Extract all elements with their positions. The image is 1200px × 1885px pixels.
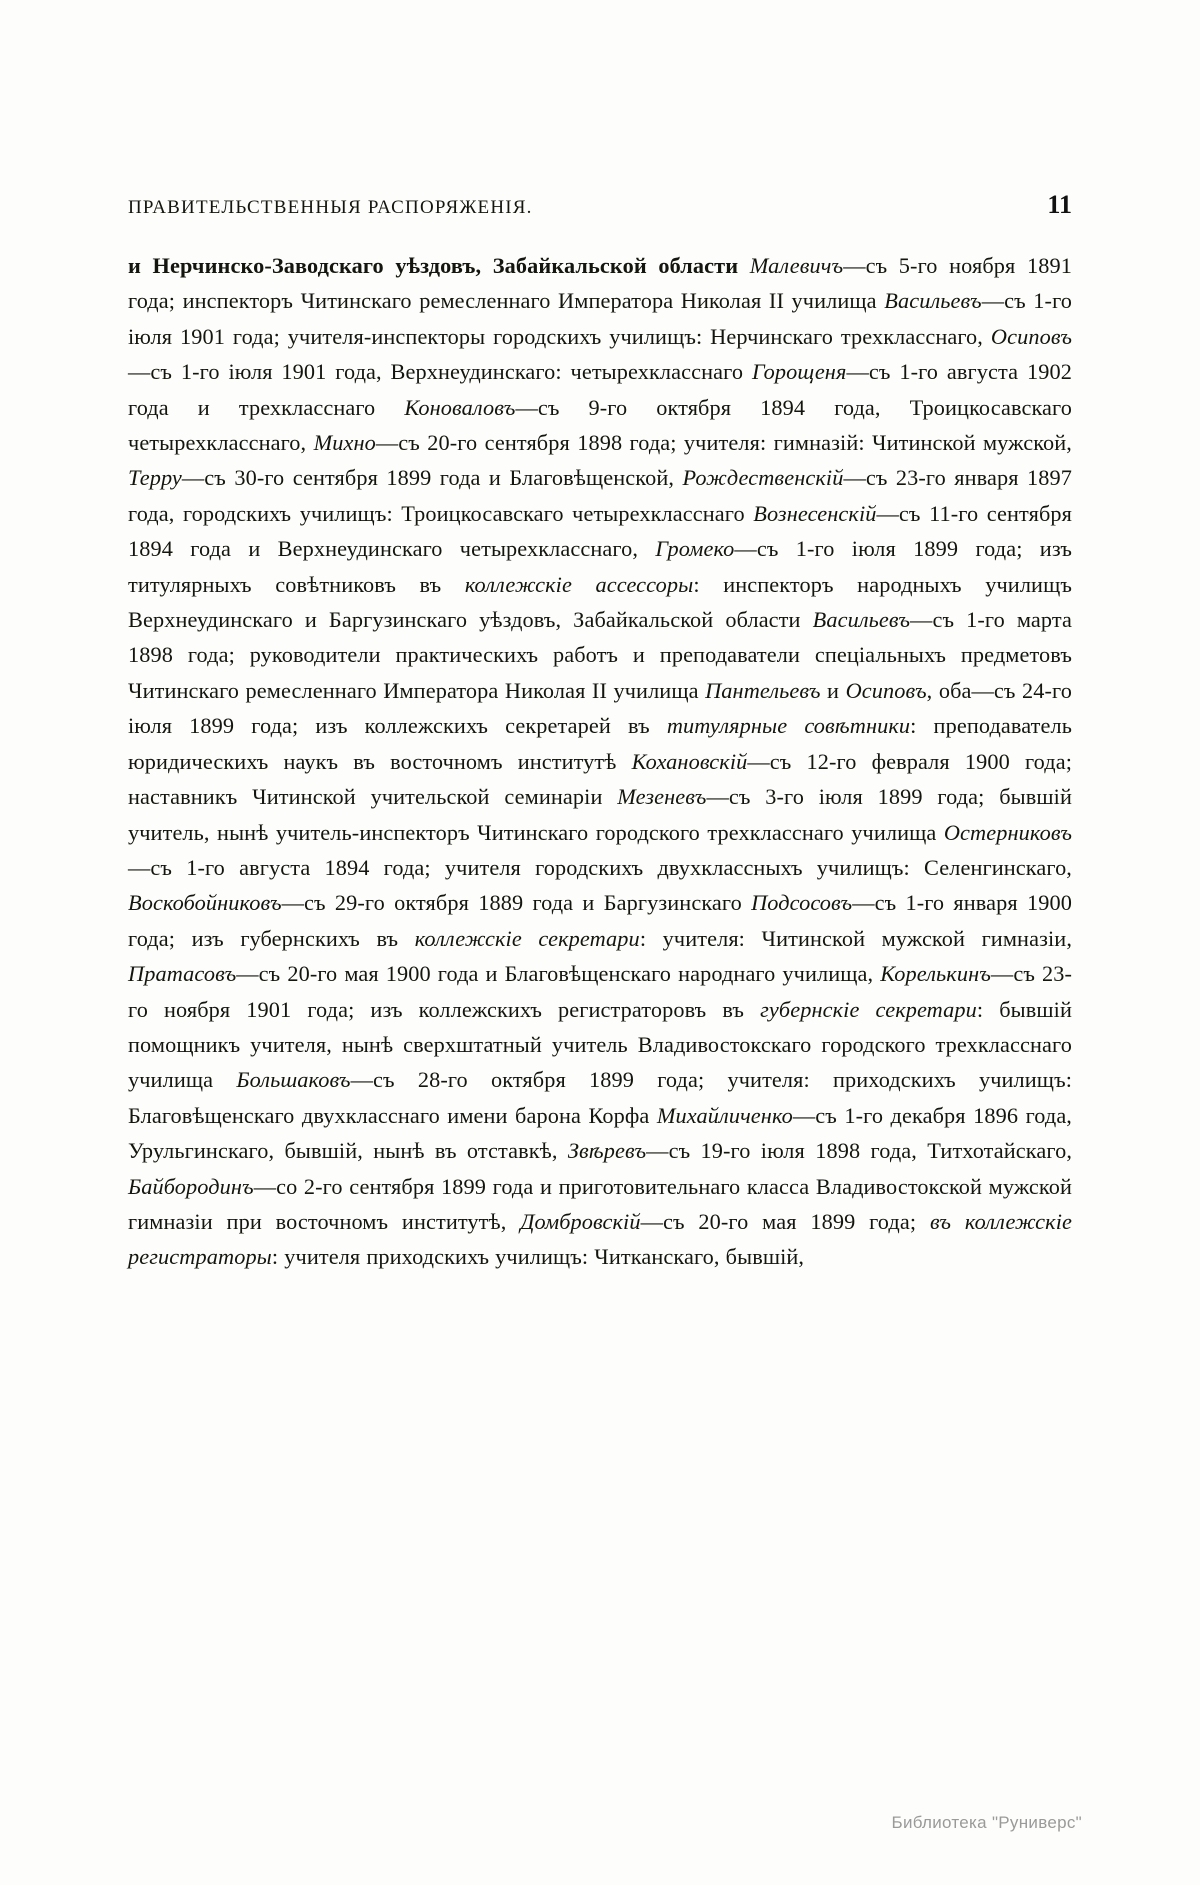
text-run: : учителя приходскихъ училищъ: Читканскаго, бывшій,: [271, 1244, 805, 1270]
italic-name: Остерниковъ: [943, 819, 1072, 845]
italic-name: Пратасовъ: [128, 961, 237, 987]
italic-name: коллежскіе секретари: [414, 925, 640, 951]
italic-name: Коноваловъ: [404, 394, 516, 420]
italic-name: Малевичъ: [749, 253, 844, 278]
text-run: —со 2-го сентября 1899 года и приготовительнаго класса Владивостокской мужской гимназіи при восточномъ институтѣ,: [128, 1173, 1072, 1234]
text-run: —съ 9-го октября 1894 года, Троицкосавскаго четырехкласснаго,: [128, 394, 1072, 456]
italic-name: Осиповъ: [845, 677, 927, 703]
text-run: : преподаватель юридическихъ наукъ въ восточномъ институтѣ: [128, 713, 1072, 774]
running-head: ПРАВИТЕЛЬСТВЕННЫЯ РАСПОРЯЖЕНІЯ.: [128, 197, 533, 218]
italic-name: губернскіе секретари: [760, 996, 977, 1022]
text-run: —съ 3-го іюля 1899 года; бывшій учитель, нынѣ учитель-инспекторъ Читинскаго городского трехкласснаго училища: [128, 784, 1072, 845]
paragraph-lead: и Нерчинско-Заводскаго уѣздовъ, Забайкальской области: [128, 253, 750, 278]
italic-name: Воскобойниковъ: [128, 890, 282, 916]
italic-name: Осиповъ: [990, 323, 1072, 349]
text-run: и: [820, 677, 846, 703]
text-run: —съ 1-го іюля 1899 года; изъ титулярныхъ совѣтниковъ въ: [128, 536, 1072, 597]
text-run: —съ 23-го января 1897 года, городскихъ училищъ: Троицкосавскаго четырехкласснаго: [128, 465, 1072, 526]
italic-name: Байбородинъ: [128, 1173, 254, 1199]
text-run: —съ 12-го февраля 1900 года; наставникъ Читинской учительской семинаріи: [128, 748, 1072, 810]
text-run: —съ 1-го декабря 1896 года, Урульгинскаго, бывшій, нынѣ въ отставкѣ,: [128, 1102, 1072, 1164]
italic-name: Васильевъ: [884, 288, 982, 314]
text-run: —съ 1-го августа 1894 года; учителя городскихъ двухклассныхъ училищъ: Селенгинскаго,: [128, 854, 1072, 880]
text-run: —съ 19-го іюля 1898 года, Титхотайскаго,: [646, 1138, 1072, 1164]
text-run: : инспекторъ народныхъ училищъ Верхнеудинскаго и Баргузинскаго уѣздовъ, Забайкальской области: [128, 571, 1072, 633]
italic-name: Васильевъ: [812, 607, 911, 633]
italic-name: Корелькинъ: [880, 961, 991, 987]
italic-name: Рождественскій: [682, 465, 844, 491]
text-run: —съ 1-го марта 1898 года; руководители практическихъ работъ и преподаватели спеціальныхъ предметовъ Читинскаго ремесленнаго Императора Николая II училища: [128, 607, 1072, 703]
italic-name: Подсосовъ: [751, 890, 853, 916]
italic-name: Звѣревъ: [567, 1138, 647, 1164]
page-number: 11: [1047, 190, 1072, 219]
italic-name: Терру: [128, 465, 182, 491]
text-run: : учителя: Читинской мужской гимназіи,: [639, 925, 1072, 951]
library-credit: Библиотека "Руниверс": [891, 1813, 1082, 1832]
text-run: —съ 1-го іюля 1901 года, Верхнеудинскаго: четырехкласснаго: [128, 359, 752, 385]
body-text: [128, 248, 1072, 1275]
text-run: —съ 30-го сентября 1899 года и Благовѣщенской,: [181, 465, 683, 491]
italic-name: Домбровскій: [520, 1208, 641, 1234]
body-paragraph: [128, 248, 1072, 1275]
page-header: [128, 190, 1072, 220]
italic-name: Вознесенскій: [753, 500, 877, 526]
italic-name: Большаковъ: [236, 1067, 351, 1093]
italic-name: Громеко: [655, 536, 735, 562]
text-run: —съ 1-го января 1900 года; изъ губернскихъ въ: [128, 890, 1072, 951]
text-run: —съ 1-го августа 1902 года и трехкласснаго: [128, 359, 1072, 420]
italic-name: Кохановскій: [631, 748, 748, 774]
text-run: , оба—съ 24-го іюля 1899 года; изъ коллежскихъ секретарей въ: [128, 677, 1072, 739]
text-run: —съ 20-го мая 1900 года и Благовѣщенскаго народнаго училища,: [236, 961, 881, 987]
text-run: —съ 11-го сентября 1894 года и Верхнеудинскаго четырехкласснаго,: [128, 500, 1072, 562]
italic-name: титулярные совѣтники: [666, 713, 911, 739]
italic-name: Михно: [313, 430, 376, 456]
text-run: —съ 29-го октября 1889 года и Баргузинскаго: [281, 890, 752, 916]
text-run: —съ 23-го ноября 1901 года; изъ коллежскихъ регистраторовъ въ: [128, 961, 1072, 1022]
text-run: : бывшій помощникъ учителя, нынѣ сверхштатный учитель Владивостокскаго городского трехкласснаго училища: [128, 996, 1072, 1093]
italic-name: Мезеневъ: [617, 784, 707, 810]
text-run: —съ 20-го мая 1899 года;: [640, 1208, 930, 1234]
text-run: —съ 1-го іюля 1901 года; учителя-инспекторы городскихъ училищъ: Нерчинскаго трехкласснаго,: [128, 288, 1073, 349]
italic-name: коллежскіе ассессоры: [464, 571, 694, 597]
text-run: —съ 5-го ноября 1891 года; инспекторъ Читинскаго ремесленнаго Императора Николая II училища: [128, 253, 1072, 314]
italic-name: Горощеня: [751, 359, 847, 385]
text-run: —съ 28-го октября 1899 года; учителя: приходскихъ училищъ: Благовѣщенскаго двухкласснаго имени барона Корфа: [128, 1067, 1072, 1128]
italic-name: Пантельевъ: [705, 677, 821, 703]
text-run: —съ 20-го сентября 1898 года; учителя: гимназій: Читинской мужской,: [375, 430, 1072, 456]
italic-name: въ коллежскіе регистраторы: [128, 1208, 1072, 1270]
italic-name: Михайличенко: [656, 1102, 793, 1128]
